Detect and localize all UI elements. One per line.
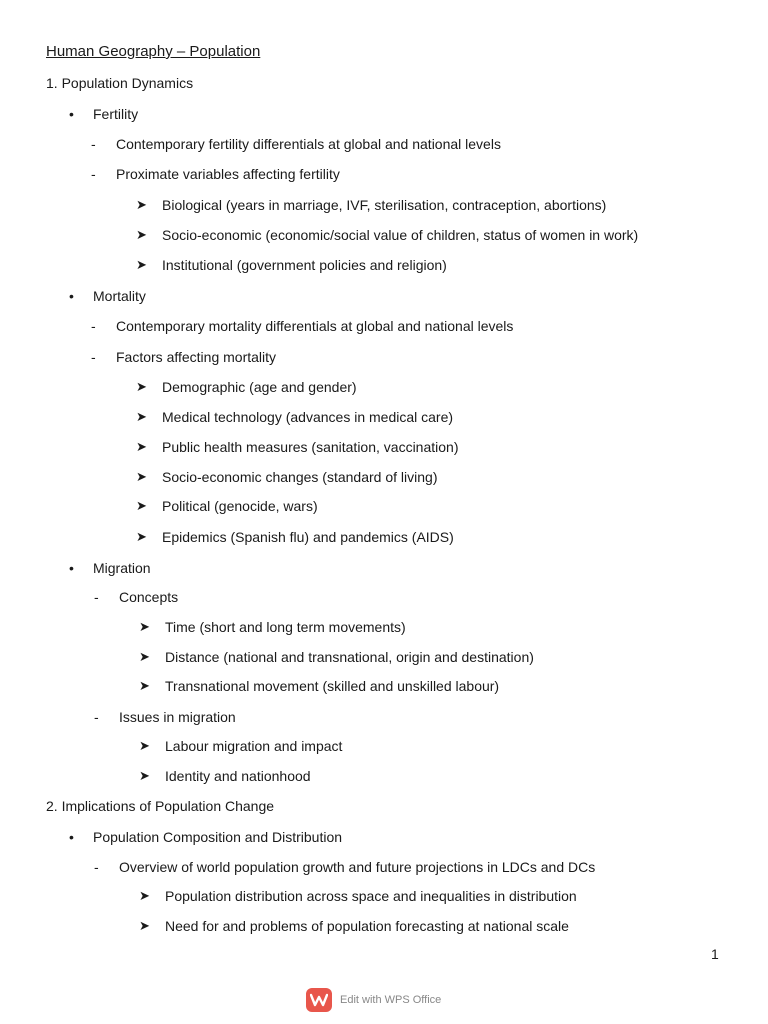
arrow-text: Need for and problems of population forecasting at national scale bbox=[165, 918, 569, 934]
dash-item bbox=[91, 348, 277, 366]
arrow-bullet-icon: ➤ bbox=[139, 888, 150, 903]
dash-marker: - bbox=[91, 318, 96, 334]
page-number: 1 bbox=[711, 946, 719, 962]
bullet-marker: • bbox=[69, 288, 74, 304]
dash-text: Contemporary fertility differentials at global and national levels bbox=[116, 136, 501, 152]
arrow-text: Distance (national and transnational, origin and destination) bbox=[165, 649, 534, 665]
dash-marker: - bbox=[94, 859, 99, 875]
section-heading: 1. Population Dynamics bbox=[46, 75, 194, 91]
arrow-text: Institutional (government policies and religion) bbox=[162, 257, 447, 273]
dash-text: Proximate variables affecting fertility bbox=[116, 166, 340, 182]
arrow-text: Socio-economic changes (standard of living) bbox=[162, 469, 438, 485]
bullet-item bbox=[69, 287, 146, 305]
dash-text: Factors affecting mortality bbox=[116, 349, 277, 365]
page-title: Human Geography – Population bbox=[46, 43, 261, 60]
arrow-item bbox=[136, 438, 459, 456]
bullet-label: Fertility bbox=[93, 106, 139, 122]
arrow-item bbox=[139, 887, 577, 905]
arrow-bullet-icon: ➤ bbox=[136, 439, 147, 454]
dash-item bbox=[91, 135, 501, 153]
arrow-text: Socio-economic (economic/social value of children, status of women in work) bbox=[162, 227, 639, 243]
dash-item bbox=[94, 588, 179, 606]
bullet-item bbox=[69, 828, 343, 846]
arrow-item bbox=[136, 378, 357, 396]
arrow-text: Political (genocide, wars) bbox=[162, 498, 318, 514]
dash-text: Issues in migration bbox=[119, 709, 236, 725]
wps-logo-icon bbox=[306, 988, 332, 1012]
arrow-item bbox=[136, 497, 318, 515]
dash-marker: - bbox=[91, 349, 96, 365]
arrow-item bbox=[136, 196, 607, 214]
arrow-text: Population distribution across space and inequalities in distribution bbox=[165, 888, 577, 904]
arrow-bullet-icon: ➤ bbox=[136, 409, 147, 424]
bullet-label: Mortality bbox=[93, 288, 146, 304]
section-heading: 2. Implications of Population Change bbox=[46, 798, 275, 814]
arrow-bullet-icon: ➤ bbox=[136, 469, 147, 484]
dash-marker: - bbox=[94, 709, 99, 725]
arrow-item bbox=[139, 737, 343, 755]
dash-marker: - bbox=[94, 589, 99, 605]
arrow-bullet-icon: ➤ bbox=[139, 768, 150, 783]
arrow-bullet-icon: ➤ bbox=[136, 498, 147, 513]
arrow-item bbox=[139, 618, 406, 636]
arrow-item bbox=[136, 468, 438, 486]
arrow-item bbox=[136, 256, 447, 274]
arrow-bullet-icon: ➤ bbox=[139, 619, 150, 634]
dash-item bbox=[91, 317, 514, 335]
arrow-item bbox=[139, 767, 311, 785]
arrow-item bbox=[139, 648, 534, 666]
arrow-text: Time (short and long term movements) bbox=[165, 619, 406, 635]
wps-edit-label: Edit with WPS Office bbox=[340, 994, 442, 1006]
arrow-item bbox=[139, 677, 500, 695]
bullet-label: Population Composition and Distribution bbox=[93, 829, 343, 845]
arrow-bullet-icon: ➤ bbox=[136, 379, 147, 394]
dash-item bbox=[94, 708, 236, 726]
bullet-marker: • bbox=[69, 829, 74, 845]
arrow-text: Epidemics (Spanish flu) and pandemics (AIDS) bbox=[162, 529, 454, 545]
dash-marker: - bbox=[91, 166, 96, 182]
arrow-text: Demographic (age and gender) bbox=[162, 379, 357, 395]
arrow-text: Biological (years in marriage, IVF, sterilisation, contraception, abortions) bbox=[162, 197, 607, 213]
arrow-bullet-icon: ➤ bbox=[139, 738, 150, 753]
arrow-text: Public health measures (sanitation, vaccination) bbox=[162, 439, 459, 455]
arrow-text: Medical technology (advances in medical care) bbox=[162, 409, 454, 425]
bullet-item bbox=[69, 559, 151, 577]
arrow-text: Identity and nationhood bbox=[165, 768, 311, 784]
dash-text: Contemporary mortality differentials at global and national levels bbox=[116, 318, 514, 334]
arrow-bullet-icon: ➤ bbox=[139, 918, 150, 933]
arrow-item bbox=[136, 408, 454, 426]
dash-item bbox=[94, 858, 596, 876]
bullet-marker: • bbox=[69, 560, 74, 576]
bullet-label: Migration bbox=[93, 560, 151, 576]
dash-text: Overview of world population growth and future projections in LDCs and DCs bbox=[119, 859, 596, 875]
arrow-bullet-icon: ➤ bbox=[139, 649, 150, 664]
bullet-item bbox=[69, 105, 139, 123]
arrow-bullet-icon: ➤ bbox=[136, 227, 147, 242]
bullet-marker: • bbox=[69, 106, 74, 122]
dash-marker: - bbox=[91, 136, 96, 152]
arrow-text: Transnational movement (skilled and unskilled labour) bbox=[165, 678, 500, 694]
arrow-bullet-icon: ➤ bbox=[139, 678, 150, 693]
arrow-text: Labour migration and impact bbox=[165, 738, 343, 754]
arrow-bullet-icon: ➤ bbox=[136, 529, 147, 544]
arrow-item bbox=[139, 917, 569, 935]
wps-edit-badge[interactable] bbox=[306, 987, 441, 1013]
dash-text: Concepts bbox=[119, 589, 179, 605]
arrow-bullet-icon: ➤ bbox=[136, 257, 147, 272]
arrow-item bbox=[136, 226, 639, 244]
arrow-item bbox=[136, 528, 454, 546]
dash-item bbox=[91, 165, 340, 183]
arrow-bullet-icon: ➤ bbox=[136, 197, 147, 212]
